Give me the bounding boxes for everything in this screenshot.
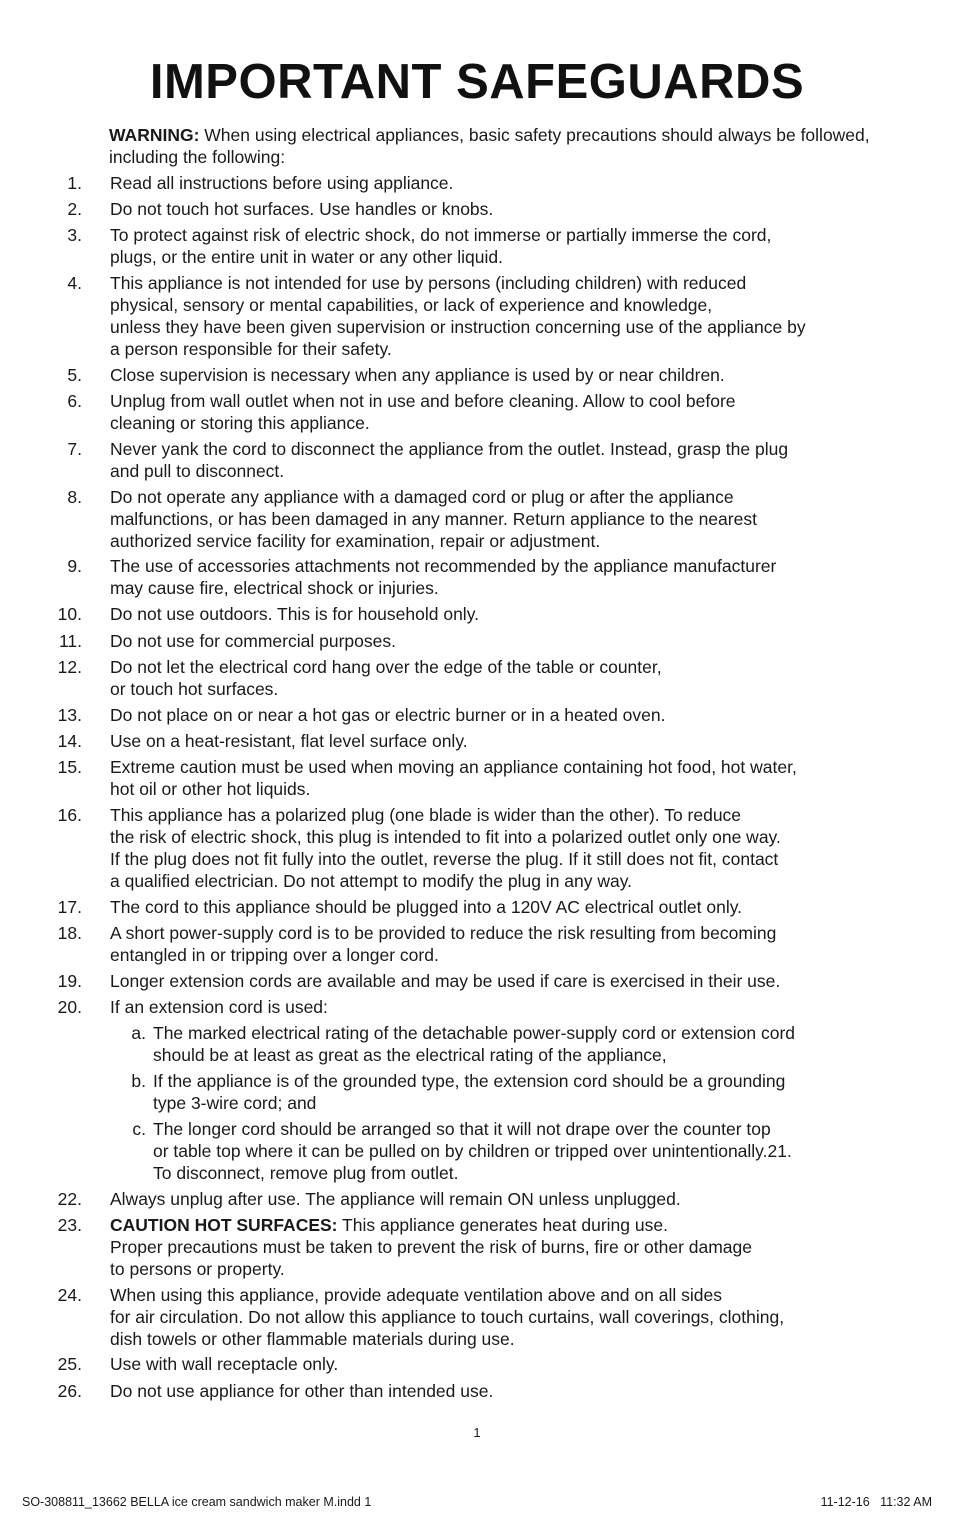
warning-paragraph <box>109 124 889 168</box>
caution-label: CAUTION HOT SURFACES: <box>110 1215 338 1235</box>
footer-timestamp: 11-12-16 11:32 AM <box>820 1495 932 1509</box>
page-number: 1 <box>473 1425 481 1440</box>
page-title: IMPORTANT SAFEGUARDS <box>149 55 805 109</box>
warning-label: WARNING: <box>109 125 200 145</box>
footer-file-info: SO-308811_13662 BELLA ice cream sandwich maker M.indd 1 <box>22 1495 372 1509</box>
warning-text: When using electrical appliances, basic safety precautions should always be followed, including the following: <box>109 125 870 167</box>
